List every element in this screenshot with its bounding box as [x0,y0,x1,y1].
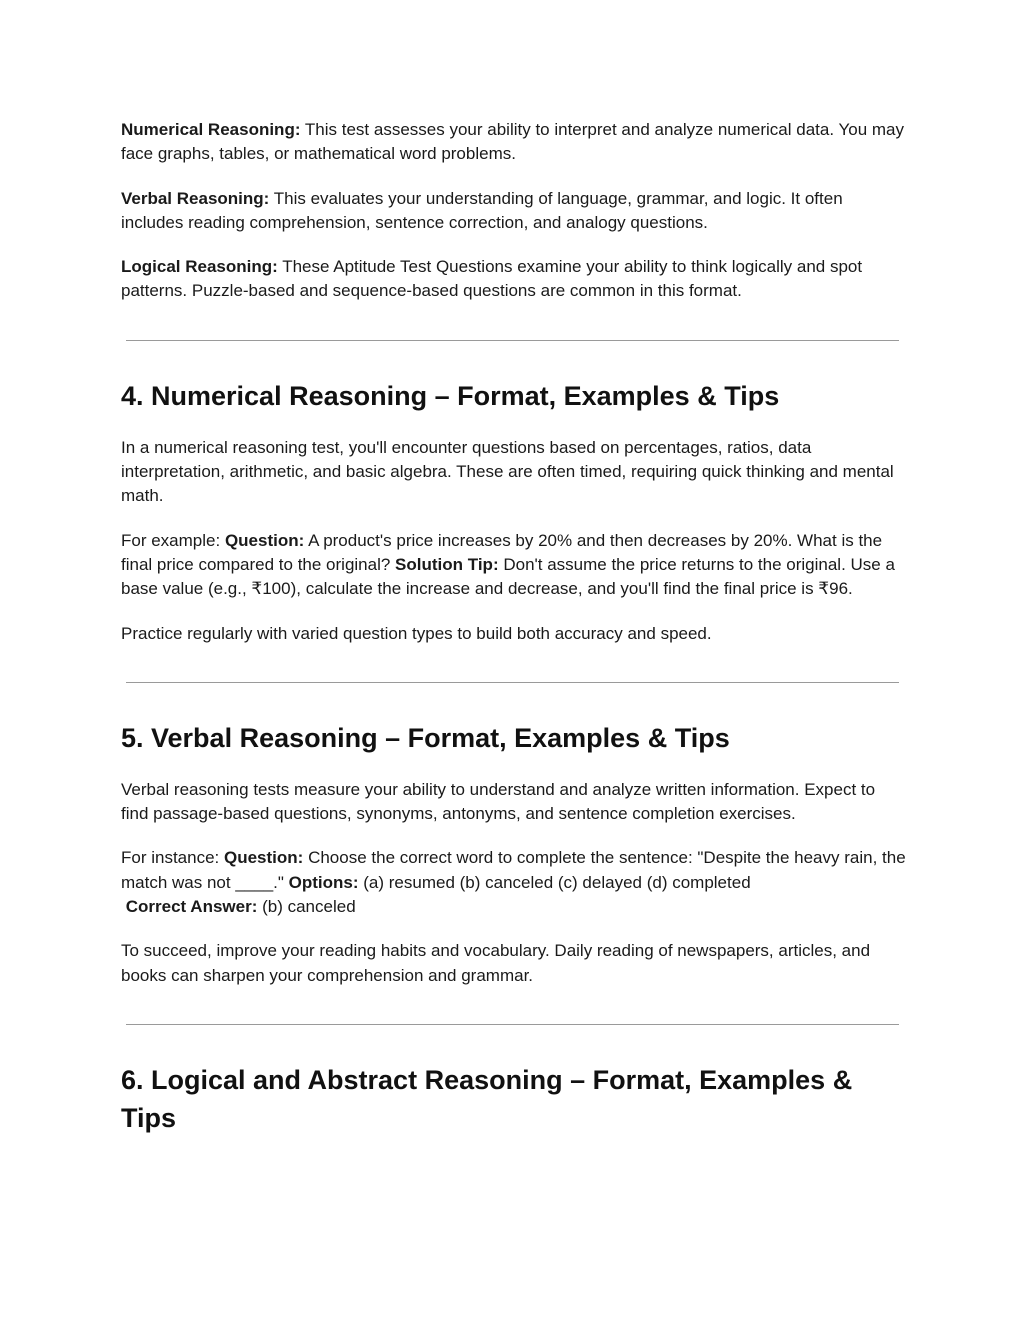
section-6-heading: 6. Logical and Abstract Reasoning – Format, Examples & Tips [121,1064,853,1133]
intro-numerical-paragraph [121,118,907,167]
section-4-practice-paragraph: Practice regularly with varied question types to build both accuracy and speed. [121,623,712,643]
section-4-heading: 4. Numerical Reasoning – Format, Examples & Tips [121,380,780,411]
section-divider [126,340,899,341]
section-5-options-text: (a) resumed (b) canceled (c) delayed (d) completed [358,872,751,892]
intro-logical-text: These Aptitude Test Questions examine your ability to think logically and spot patterns. Puzzle-based and sequence-based questions are common in this format. [121,257,863,301]
section-4-tip-text: Don't assume the price returns to the original. Use a base value (e.g., ₹100), calculate the increase and decrease, and you'll find the final price is ₹96. [121,554,895,599]
section-5-example-lead: For instance: [121,848,224,868]
intro-verbal-paragraph [121,187,907,236]
section-4-intro-paragraph: In a numerical reasoning test, you'll encounter questions based on percentages, ratios, data interpretation, arithmetic, and basic algebra. These are often timed, requiring quick thinking and mental math. [121,437,894,506]
section-5-answer-text: (b) canceled [257,897,356,917]
section-5-advice-paragraph: To succeed, improve your reading habits and vocabulary. Daily reading of newspapers, articles, and books can sharpen your comprehension and grammar. [121,941,871,985]
section-5-question-label: Question: [224,848,304,868]
section-5-example-paragraph [121,846,907,919]
intro-numerical-text: This test assesses your ability to interpret and analyze numerical data. You may face graphs, tables, or mathematical word problems. [121,120,905,164]
section-divider [126,1024,899,1025]
document-page [121,118,907,1137]
section-5-question-text: Choose the correct word to complete the sentence: "Despite the heavy rain, the match was not ____." [121,848,906,892]
section-4-tip-label: Solution Tip: [395,554,499,574]
section-divider [126,682,899,683]
section-5-heading: 5. Verbal Reasoning – Format, Examples & Tips [121,722,730,753]
intro-verbal-label: Verbal Reasoning: [121,188,270,208]
section-5-intro-paragraph: Verbal reasoning tests measure your ability to understand and analyze written information. Expect to find passage-based questions, synonyms, antonyms, and sentence completion exercises. [121,779,876,824]
section-4-question-label: Question: [224,530,305,550]
section-4-question-text: A product's price increases by 20% and then decreases by 20%. What is the final price compared to the original? [121,530,883,574]
section-5-answer-label: Correct Answer: [125,897,258,917]
section-4-example-lead: For example: [121,530,225,550]
section-4-example-paragraph [121,529,907,602]
intro-verbal-text: This evaluates your understanding of language, grammar, and logic. It often includes reading comprehension, sentence correction, and analogy questions. [121,188,843,232]
intro-logical-paragraph [121,255,907,304]
intro-logical-label: Logical Reasoning: [121,257,278,277]
section-5-options-label: Options: [288,872,359,892]
intro-numerical-label: Numerical Reasoning: [121,120,301,139]
